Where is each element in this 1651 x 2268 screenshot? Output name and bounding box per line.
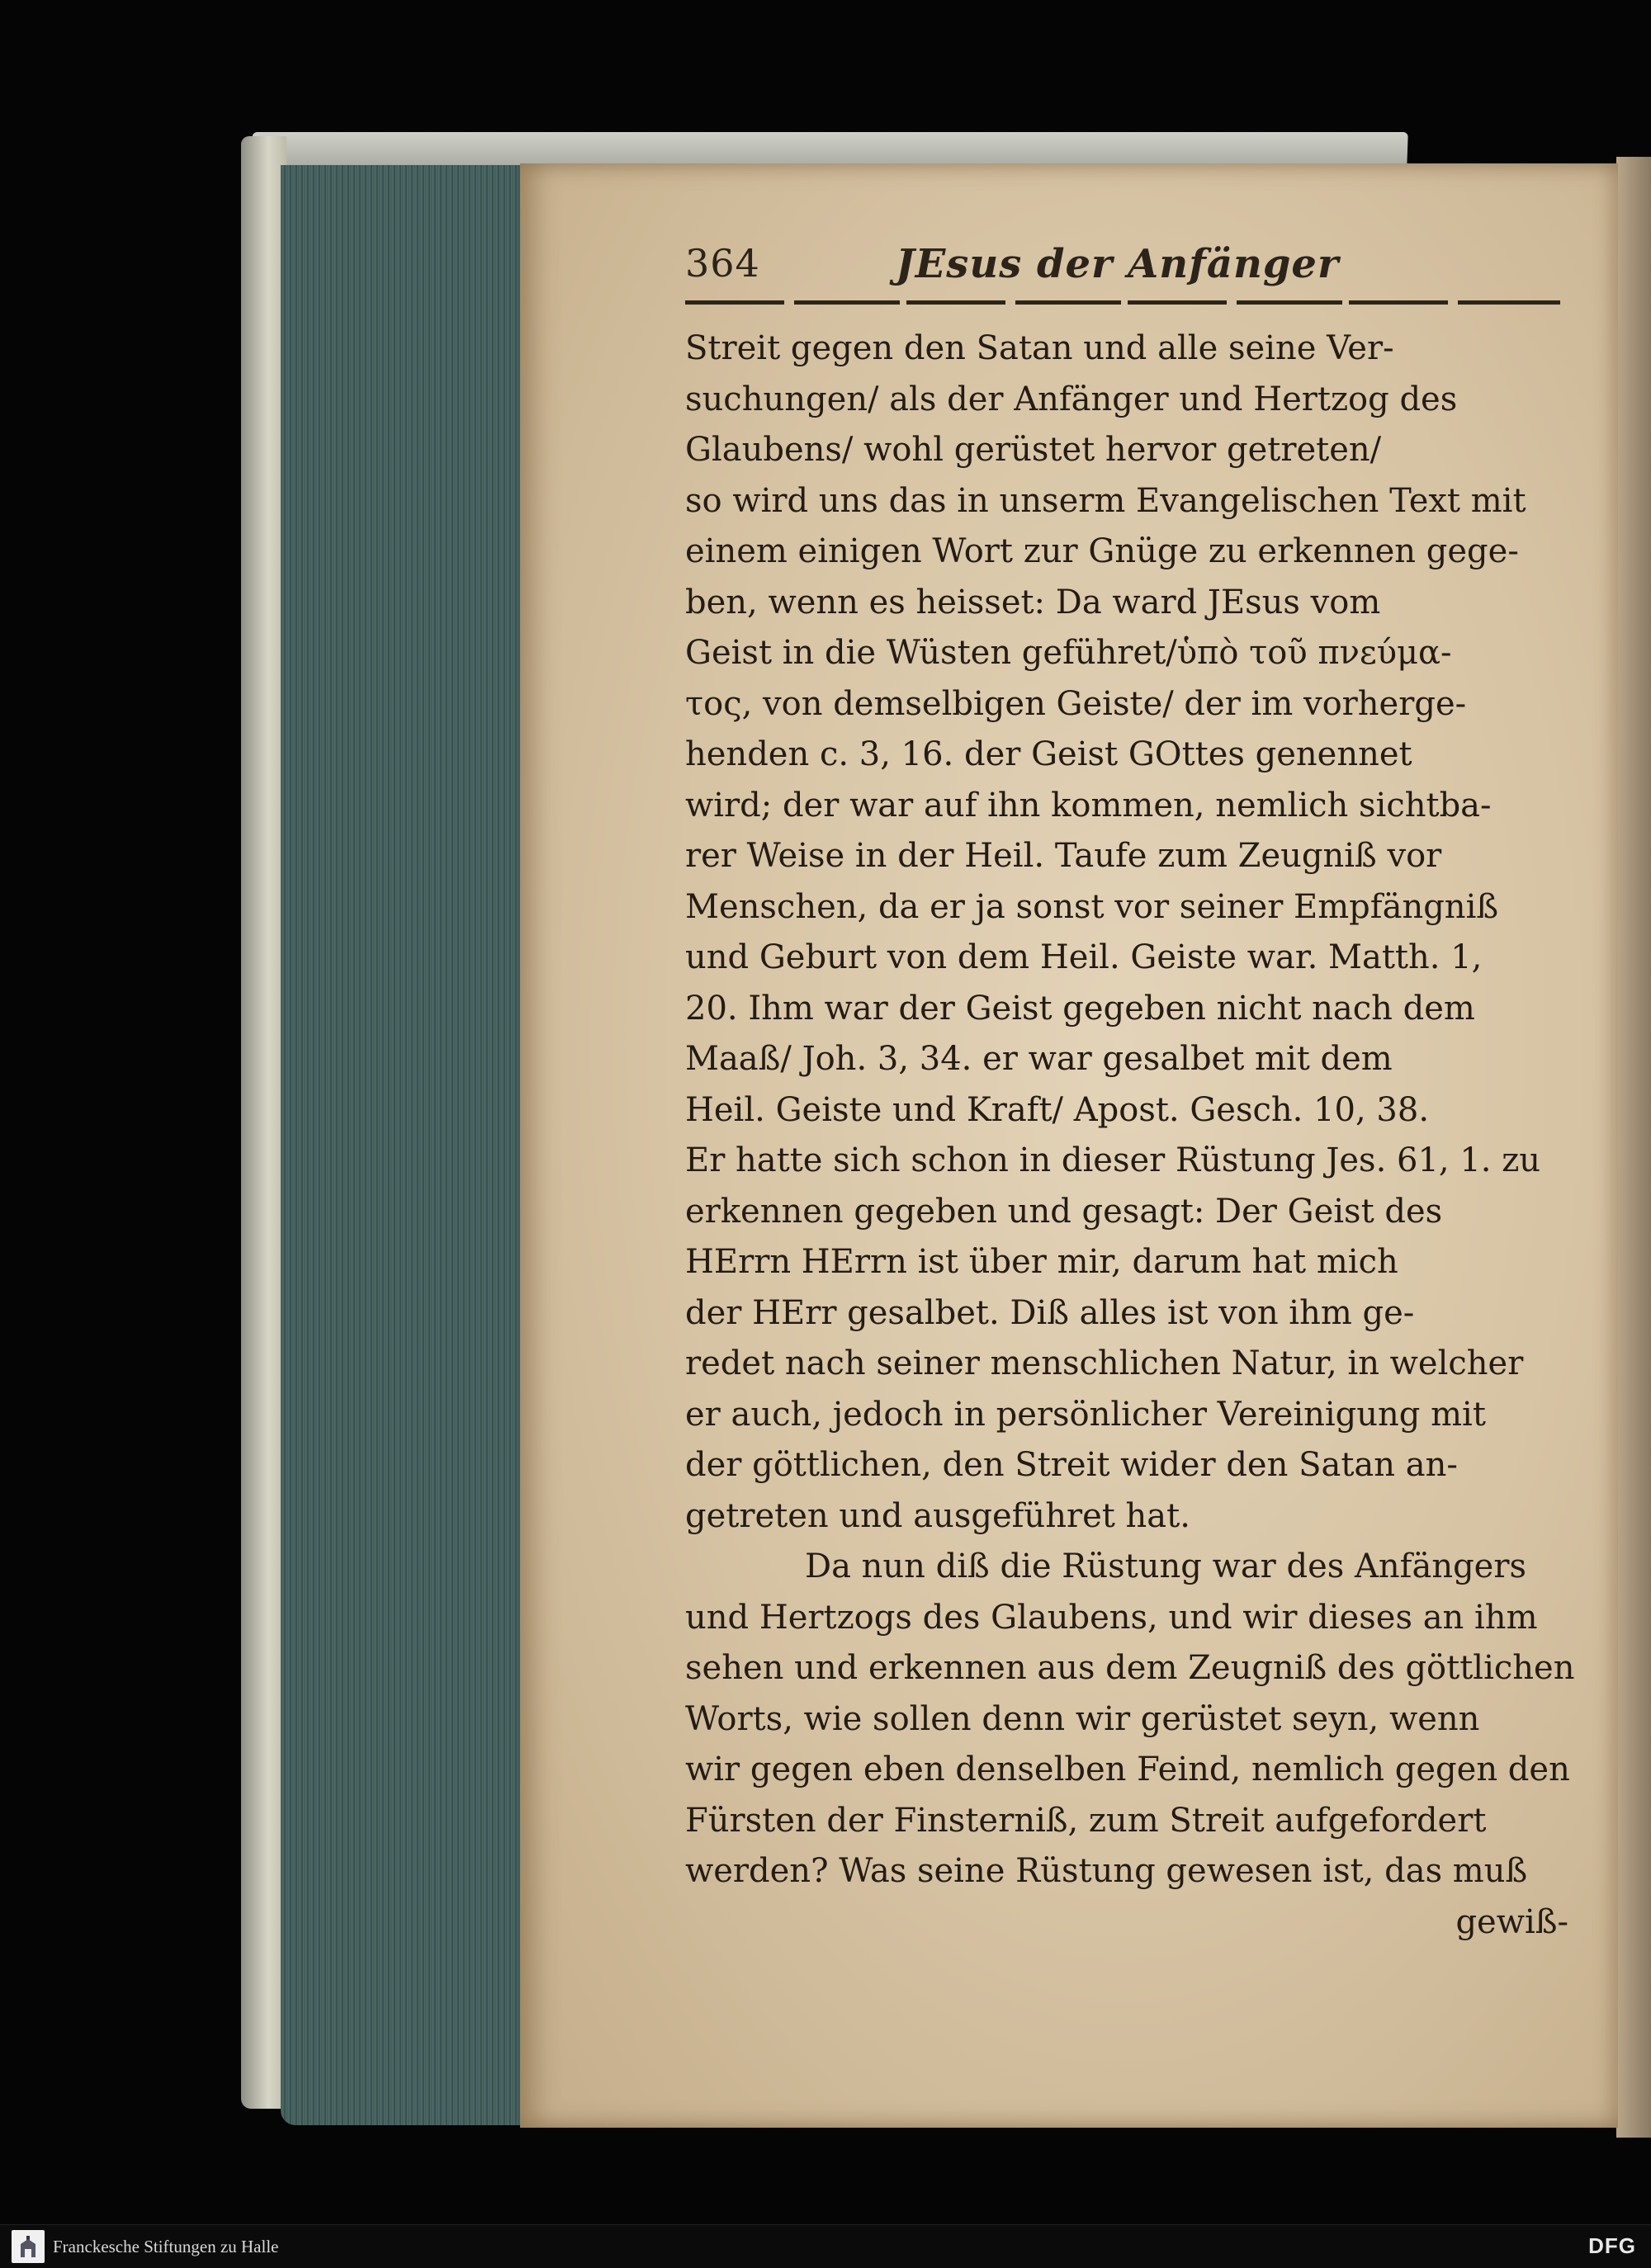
institution-logo-icon [12,2230,45,2263]
catchword: gewiß- [1455,1902,1568,1941]
text-line: suchungen/ als der Anfänger und Hertzog des [685,380,1458,418]
text-line: und Hertzogs des Glaubens, und wir dieses an ihm [685,1598,1538,1637]
text-line: Glaubens/ wohl gerüstet hervor getreten/ [685,431,1382,469]
book-cover-spine [241,136,286,2109]
text-line: Er hatte sich schon in dieser Rüstung Jes. 61, 1. zu [685,1141,1541,1179]
text-line: Menschen, da er ja sonst vor seiner Empfängniß [685,887,1499,926]
text-line: der HErr gesalbet. Diß alles ist von ihm ge- [685,1293,1415,1332]
text-line: wird; der war auf ihn kommen, nemlich sichtba- [685,786,1492,825]
running-title: JEsus der Anfänger [896,241,1340,287]
funder-logo: DFG [1588,2233,1636,2258]
text-line: und Geburt von dem Heil. Geiste war. Matth. 1, [685,938,1483,976]
text-line: sehen und erkennen aus dem Zeugniß des göttlichen [685,1649,1575,1687]
text-line: Worts, wie sollen denn wir gerüstet seyn, wenn [685,1699,1480,1738]
text-line: Maaß/ Joh. 3, 34. er war gesalbet mit dem [685,1040,1393,1078]
adjacent-page-edge [1616,157,1651,2138]
body-text [685,324,1575,1948]
text-line: redet nach seiner menschlichen Natur, in welcher [685,1344,1524,1382]
text-line: 20. Ihm war der Geist gegeben nicht nach dem [685,989,1475,1028]
text-line: werden? Was seine Rüstung gewesen ist, das muß [685,1852,1528,1890]
text-line: Fürsten der Finsterniß, zum Streit aufgefordert [685,1801,1487,1840]
text-line: Heil. Geiste und Kraft/ Apost. Gesch. 10, 38. [685,1090,1430,1129]
page-edges [281,165,528,2125]
text-line: Geist in die Wüsten geführet/ὑπὸ τοῦ πνεύμα- [685,634,1452,672]
text-line: wir gegen eben denselben Feind, nemlich gegen den [685,1751,1570,1788]
text-line: getreten und ausgeführet hat. [685,1496,1190,1535]
page-number: 364 [685,241,760,286]
text-line: er auch, jedoch in persönlicher Vereinigung mit [685,1395,1486,1434]
text-line: ben, wenn es heisset: Da ward JEsus vom [685,583,1381,621]
text-line: erkennen gegeben und gesagt: Der Geist des [685,1192,1443,1231]
text-line: rer Weise in der Heil. Taufe zum Zeugniß vor [685,837,1442,875]
text-line: henden c. 3, 16. der Geist GOttes genennet [685,735,1412,773]
footer-institution: Franckesche Stiftungen zu Halle [53,2237,279,2256]
text-line: Streit gegen den Satan und alle seine Ver- [685,329,1394,367]
text-line: so wird uns das in unserm Evangelischen Text mit [685,481,1526,520]
text-line: Da nun diß die Rüstung war des Anfängers [805,1547,1527,1585]
header-rule [685,300,1560,305]
page-header [685,241,1560,299]
text-line: der göttlichen, den Streit wider den Satan an- [685,1446,1458,1484]
text-line: HErrn HErrn ist über mir, darum hat mich [685,1243,1398,1281]
text-line: einem einigen Wort zur Gnüge zu erkennen gege- [685,532,1519,570]
viewer-footer [0,2224,1651,2268]
text-line: τος, von demselbigen Geiste/ der im vorherge- [685,684,1467,723]
